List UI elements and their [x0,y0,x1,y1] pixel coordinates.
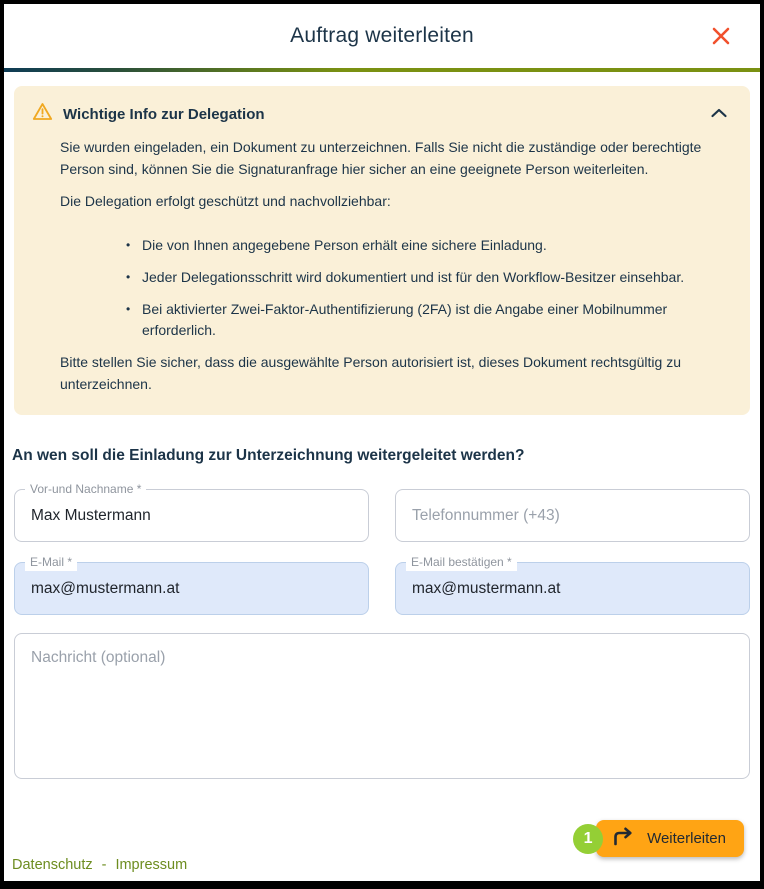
delegation-info-box [14,86,750,415]
close-button[interactable] [706,22,736,52]
dialog-header [4,4,760,68]
email-confirm-field-wrapper [395,555,750,615]
info-box-body [60,137,730,395]
close-icon [709,24,733,51]
form-heading: An wen soll die Einladung zur Unterzeichnung weitergeleitet werden? [12,447,525,465]
chevron-up-icon [710,107,728,122]
forward-button[interactable] [596,820,744,857]
name-field-label: Vor-und Nachname * [25,481,146,498]
info-bullet-1: • Die von Ihnen angegebene Person erhält eine sichere Einladung. [126,235,730,256]
info-paragraph-3: Bitte stellen Sie sicher, dass die ausgewählte Person autorisiert ist, dieses Dokument rechtsgültig zu unterzeichnen. [60,354,681,392]
footer-links [4,857,760,883]
phone-field-wrapper [395,489,750,542]
collapse-info-button[interactable] [708,105,730,124]
gradient-divider [4,68,760,72]
phone-input[interactable] [396,490,749,541]
info-box-title: Wichtige Info zur Delegation [63,105,265,123]
info-bullet-list [126,235,730,341]
info-paragraph-1: Sie wurden eingeladen, ein Dokument zu unterzeichnen. Falls Sie nicht die zuständige oder berechtigte Person sind, können Sie die Signaturanfrage hier sicher an eine geeignete Person weiterleiten. [60,139,702,177]
forward-arrow-icon [612,827,635,850]
email-confirm-field-label: E-Mail bestätigen * [406,554,517,571]
info-paragraph-2: Die Delegation erfolgt geschützt und nachvollziehbar: [60,193,391,210]
step-badge: 1 [573,824,603,854]
message-area [14,633,750,784]
link-datenschutz[interactable]: Datenschutz [12,857,93,874]
info-bullet-3: • Bei aktivierter Zwei-Faktor-Authentifizierung (2FA) ist die Angabe einer Mobilnummer erforderlich. [126,299,730,341]
link-impressum[interactable]: Impressum [115,857,188,874]
email-field-label: E-Mail * [25,554,77,571]
actions-row [14,820,744,857]
warning-triangle-icon [32,102,53,126]
message-textarea[interactable] [14,633,750,779]
dialog-title: Auftrag weiterleiten [290,24,474,47]
recipient-form [14,482,750,615]
footer-separator: - [101,857,107,874]
forward-button-label: Weiterleiten [647,830,726,848]
email-field-wrapper [14,555,369,615]
name-field-wrapper [14,482,369,542]
info-box-header [32,102,730,126]
info-bullet-2: • Jeder Delegationsschritt wird dokumentiert und ist für den Workflow-Besitzer einsehbar. [126,267,730,288]
